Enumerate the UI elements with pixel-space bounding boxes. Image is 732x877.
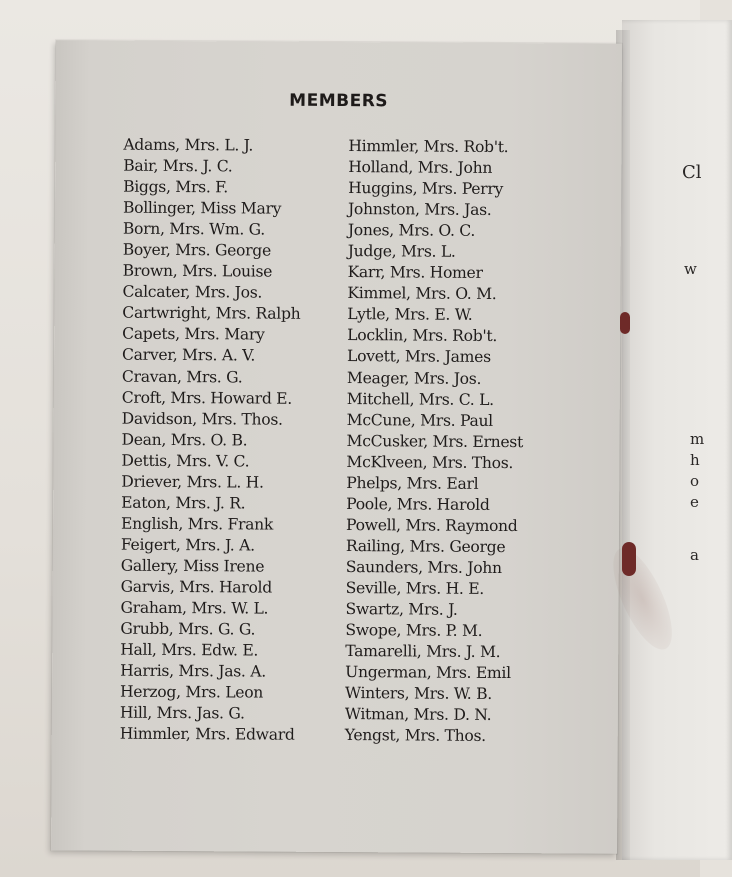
member-name: Herzog, Mrs. Leon: [119, 682, 264, 702]
member-name: Garvis, Mrs. Harold: [120, 577, 273, 597]
member-name: Powell, Mrs. Raymond: [345, 515, 518, 535]
member-name: Capets, Mrs. Mary: [122, 325, 265, 344]
members-list-left: [120, 135, 302, 746]
member-name: Meager, Mrs. Jos.: [346, 368, 482, 388]
member-name: Hill, Mrs. Jas. G.: [119, 703, 245, 723]
member-name: Lytle, Mrs. E. W.: [347, 305, 473, 325]
member-name: Swartz, Mrs. J.: [345, 600, 458, 619]
member-name: Dettis, Mrs. V. C.: [121, 451, 250, 471]
member-name: Bollinger, Miss Mary: [122, 198, 282, 218]
member-name: McKlveen, Mrs. Thos.: [346, 452, 514, 472]
member-name: Cravan, Mrs. G.: [121, 367, 243, 386]
member-name: Holland, Mrs. John: [348, 158, 493, 177]
member-name: Huggins, Mrs. Perry: [348, 179, 504, 199]
member-name: Tamarelli, Mrs. J. M.: [345, 642, 501, 662]
member-name: Cartwright, Mrs. Ralph: [122, 304, 301, 324]
member-name: Carver, Mrs. A. V.: [122, 346, 256, 365]
member-name: Grubb, Mrs. G. G.: [120, 619, 256, 639]
member-name: Harris, Mrs. Jas. A.: [120, 661, 266, 681]
member-name: Calcater, Mrs. Jos.: [122, 283, 263, 302]
member-name: Judge, Mrs. L.: [347, 242, 456, 261]
member-name: Feigert, Mrs. J. A.: [120, 535, 255, 555]
member-name: English, Mrs. Frank: [120, 514, 274, 534]
member-name: Yengst, Mrs. Thos.: [344, 726, 486, 746]
member-name: Gallery, Miss Irene: [120, 556, 265, 576]
facing-page-fragment: o: [690, 472, 700, 490]
member-name: Bair, Mrs. J. C.: [123, 156, 233, 176]
members-page: [51, 40, 622, 853]
facing-page-fragment: Cl: [682, 162, 702, 183]
member-name: Driever, Mrs. L. H.: [121, 472, 264, 492]
facing-page-fragment: m: [690, 430, 705, 448]
member-name: Poole, Mrs. Harold: [346, 494, 490, 514]
member-name: Johnston, Mrs. Jas.: [347, 200, 492, 220]
member-name: Locklin, Mrs. Rob't.: [347, 326, 498, 346]
member-name: Hall, Mrs. Edw. E.: [120, 640, 259, 660]
member-name: Eaton, Mrs. J. R.: [121, 493, 246, 513]
member-name: McCune, Mrs. Paul: [346, 410, 493, 430]
facing-page-fragment: e: [690, 493, 699, 511]
member-name: Phelps, Mrs. Earl: [346, 473, 479, 493]
facing-page-fragment: h: [690, 451, 700, 469]
member-name: Mitchell, Mrs. C. L.: [346, 389, 494, 409]
member-name: Lovett, Mrs. James: [347, 347, 491, 367]
member-name: Jones, Mrs. O. C.: [347, 221, 476, 241]
facing-page: [622, 20, 732, 860]
member-name: Davidson, Mrs. Thos.: [121, 409, 283, 429]
member-name: Railing, Mrs. George: [345, 536, 506, 556]
member-name: Witman, Mrs. D. N.: [344, 705, 492, 725]
member-name: Himmler, Mrs. Edward: [119, 724, 295, 745]
member-name: Adams, Mrs. L. J.: [123, 135, 254, 155]
page-title: MEMBERS: [289, 90, 389, 112]
member-name: Croft, Mrs. Howard E.: [121, 388, 293, 408]
member-name: Saunders, Mrs. John: [345, 557, 502, 577]
member-name: Born, Mrs. Wm. G.: [122, 219, 266, 239]
member-name: Biggs, Mrs. F.: [123, 177, 228, 197]
member-name: Boyer, Mrs. George: [122, 240, 271, 260]
member-name: Swope, Mrs. P. M.: [345, 621, 483, 640]
staple-hole: [622, 542, 636, 576]
facing-page-fragment: w: [684, 260, 697, 278]
members-list-right: [345, 136, 525, 747]
facing-page-fragment: a: [690, 546, 699, 564]
member-name: Himmler, Mrs. Rob't.: [348, 137, 509, 157]
member-name: McCusker, Mrs. Ernest: [346, 431, 524, 451]
member-name: Ungerman, Mrs. Emil: [345, 663, 511, 683]
member-name: Graham, Mrs. W. L.: [120, 598, 269, 618]
staple-hole: [620, 312, 630, 334]
member-name: Kimmel, Mrs. O. M.: [347, 284, 497, 304]
member-name: Karr, Mrs. Homer: [347, 263, 483, 283]
member-name: Dean, Mrs. O. B.: [121, 430, 248, 450]
member-name: Brown, Mrs. Louise: [122, 261, 273, 281]
member-name: Seville, Mrs. H. E.: [345, 579, 485, 598]
member-name: Winters, Mrs. W. B.: [344, 684, 492, 704]
